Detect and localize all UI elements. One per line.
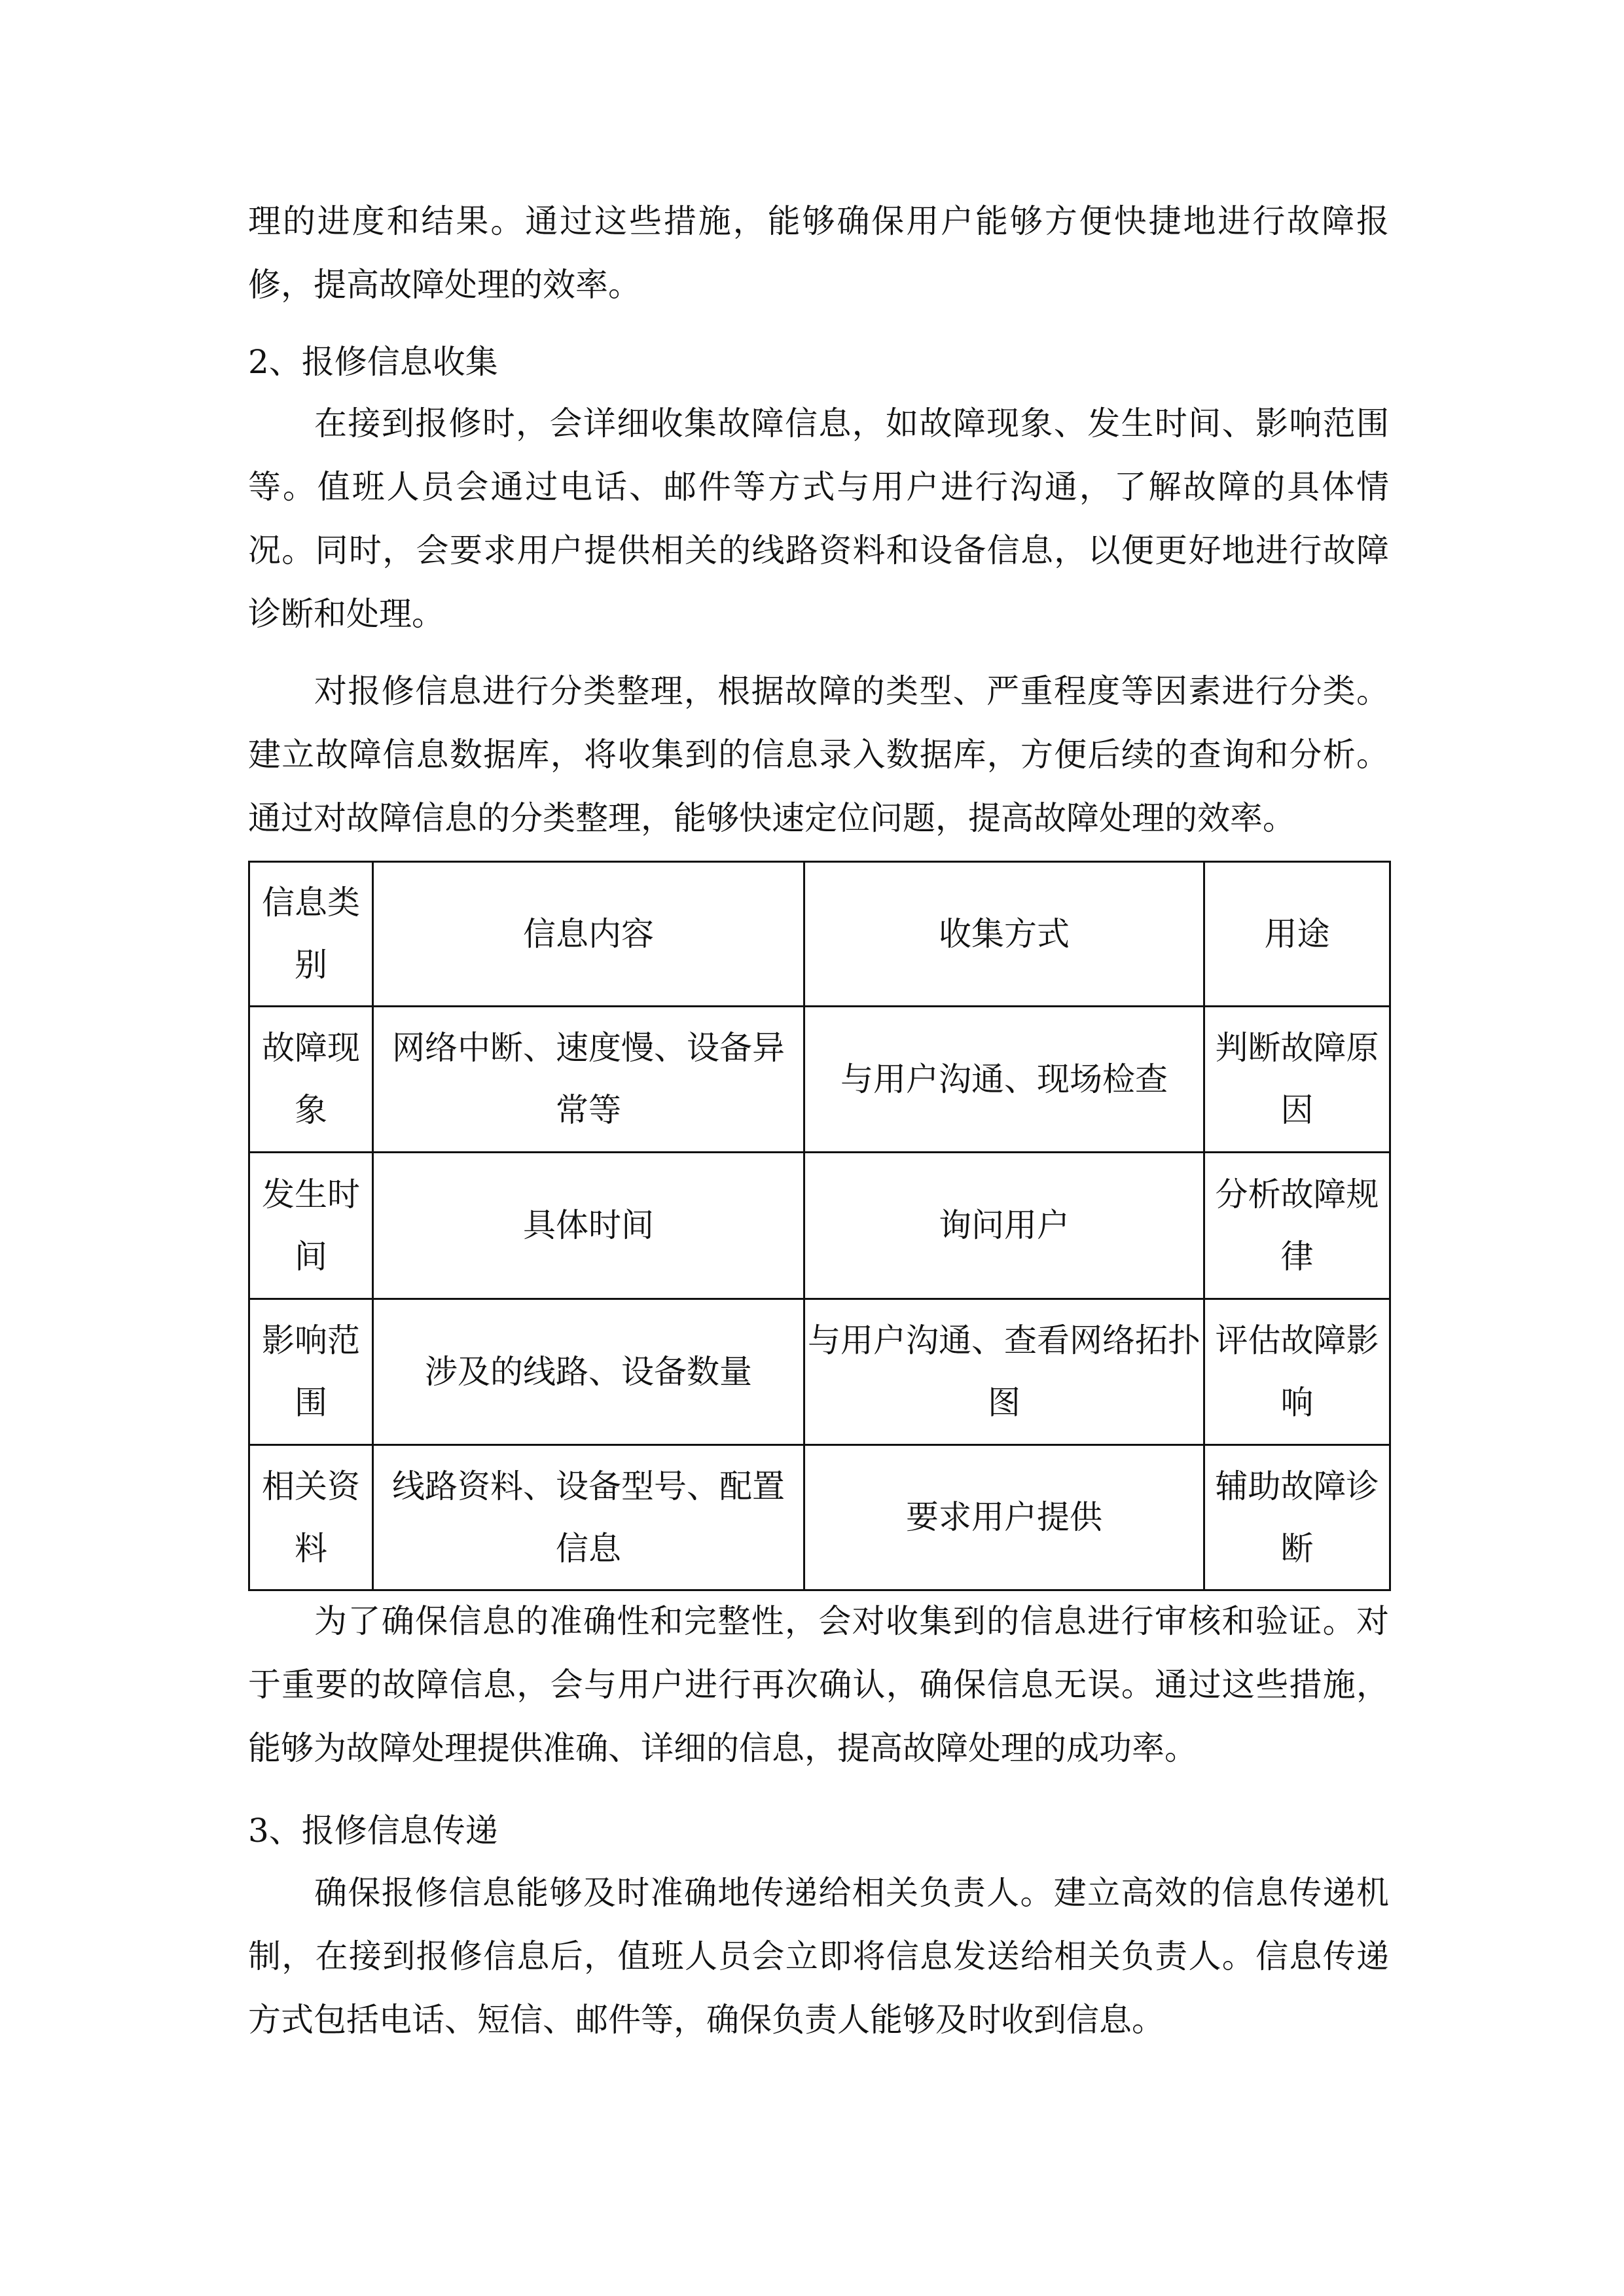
table-header: 收集方式 (804, 862, 1204, 1007)
table-header: 信息内容 (373, 862, 804, 1007)
table-row (249, 1153, 1390, 1299)
table-cell: 与用户沟通、现场检查 (804, 1007, 1204, 1153)
table-header-row (249, 862, 1390, 1007)
text-line: 理的进度和结果。通过这些措施，能够确保用户能够方便快捷地进行故障报 (248, 202, 1389, 240)
text-line: 修，提高故障处理的效率。 (248, 266, 641, 304)
text-line: 况。同时，会要求用户提供相关的线路资料和设备信息，以便更好地进行故障 (248, 531, 1389, 569)
section-heading: 2、报修信息收集 (248, 343, 498, 381)
table-cell: 辅助故障诊断 (1204, 1445, 1390, 1590)
text-line: 方式包括电话、短信、邮件等，确保负责人能够及时收到信息。 (248, 2001, 1164, 2039)
table-row (249, 1445, 1390, 1590)
table-cell: 网络中断、速度慢、设备异常等 (373, 1007, 804, 1153)
text-line: 诊断和处理。 (248, 595, 444, 633)
table-row (249, 1299, 1390, 1445)
table-cell: 线路资料、设备型号、配置信息 (373, 1445, 804, 1590)
table-cell: 要求用户提供 (804, 1445, 1204, 1590)
table-cell: 发生时间 (249, 1153, 373, 1299)
table-cell: 故障现象 (249, 1007, 373, 1153)
text-line: 为了确保信息的准确性和完整性，会对收集到的信息进行审核和验证。对 (314, 1602, 1389, 1640)
table-cell: 相关资料 (249, 1445, 373, 1590)
text-line: 建立故障信息数据库，将收集到的信息录入数据库，方便后续的查询和分析。 (248, 736, 1389, 774)
text-line: 通过对故障信息的分类整理，能够快速定位问题，提高故障处理的效率。 (248, 799, 1295, 837)
table-cell: 分析故障规律 (1204, 1153, 1390, 1299)
table-cell: 影响范围 (249, 1299, 373, 1445)
table-row (249, 1007, 1390, 1153)
table-header: 用途 (1204, 862, 1390, 1007)
text-line: 等。值班人员会通过电话、邮件等方式与用户进行沟通，了解故障的具体情 (248, 468, 1389, 506)
table-cell: 与用户沟通、查看网络拓扑图 (804, 1299, 1204, 1445)
table-cell: 评估故障影响 (1204, 1299, 1390, 1445)
section-heading: 3、报修信息传递 (248, 1812, 498, 1850)
info-table (248, 861, 1391, 1591)
text-line: 制，在接到报修信息后，值班人员会立即将信息发送给相关负责人。信息传递 (248, 1937, 1389, 1975)
text-line: 在接到报修时，会详细收集故障信息，如故障现象、发生时间、影响范围 (314, 404, 1389, 442)
text-line: 对报修信息进行分类整理，根据故障的类型、严重程度等因素进行分类。 (314, 672, 1389, 710)
table-cell: 涉及的线路、设备数量 (373, 1299, 804, 1445)
table-cell: 询问用户 (804, 1153, 1204, 1299)
text-line: 于重要的故障信息，会与用户进行再次确认，确保信息无误。通过这些措施， (248, 1666, 1389, 1704)
table-cell: 具体时间 (373, 1153, 804, 1299)
table-cell: 判断故障原因 (1204, 1007, 1390, 1153)
text-line: 确保报修信息能够及时准确地传递给相关负责人。建立高效的信息传递机 (314, 1874, 1389, 1912)
table-header: 信息类别 (249, 862, 373, 1007)
text-line: 能够为故障处理提供准确、详细的信息，提高故障处理的成功率。 (248, 1729, 1197, 1767)
